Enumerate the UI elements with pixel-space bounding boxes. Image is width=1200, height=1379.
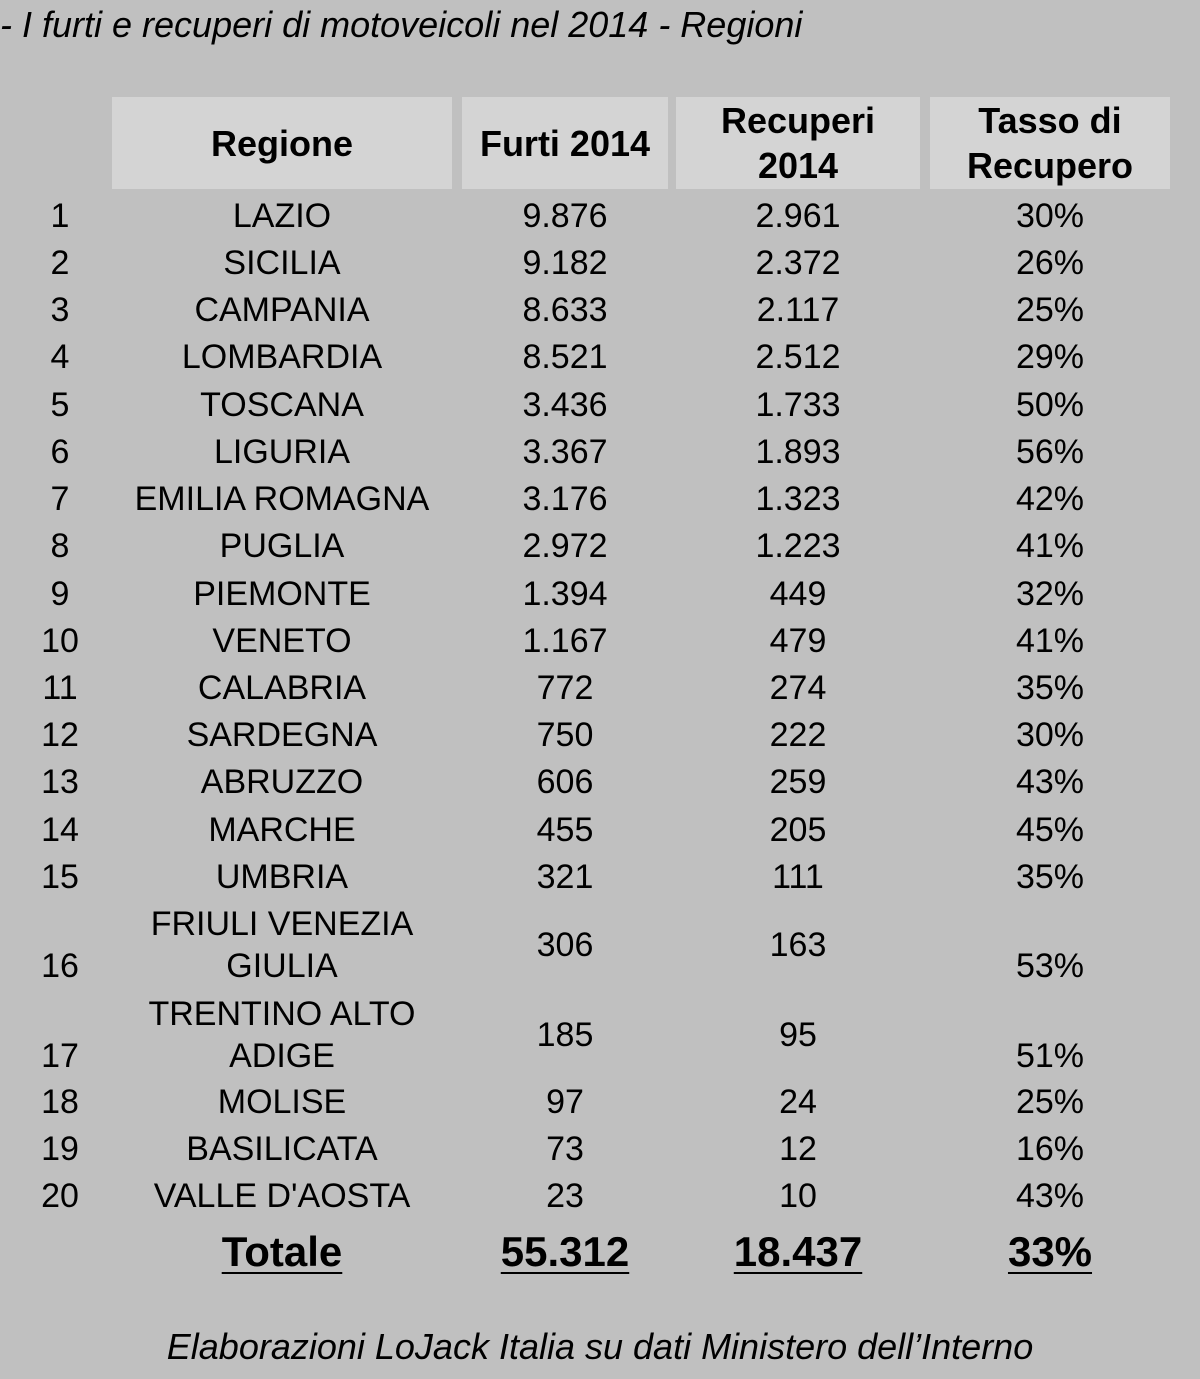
row-furti: 23 [546,1177,584,1215]
row-tasso: 56% [1015,433,1085,471]
row-number: 9 [50,575,70,613]
total-recuperi: 18.437 [733,1228,863,1275]
header-regione: Regione [112,97,452,189]
header-recuperi-line1: Recuperi [720,100,876,141]
row-recuperi: 1.893 [755,433,841,471]
total-label: Totale [221,1228,343,1275]
row-regione: PUGLIA [219,527,345,565]
row-regione-line2: ADIGE [229,1037,335,1075]
row-tasso: 45% [1015,811,1085,849]
header-recuperi [676,97,920,189]
row-furti: 73 [546,1130,584,1168]
row-recuperi: 2.512 [755,338,841,376]
row-tasso: 32% [1015,575,1085,613]
row-number: 5 [50,386,70,424]
row-furti: 3.367 [522,433,608,471]
row-number: 12 [41,716,79,754]
row-tasso: 41% [1015,622,1085,660]
row-tasso: 43% [1015,1177,1085,1215]
row-recuperi: 2.961 [755,197,841,235]
row-recuperi: 111 [772,858,824,896]
row-tasso: 43% [1015,763,1085,801]
row-recuperi: 1.733 [755,386,841,424]
row-regione: EMILIA ROMAGNA [134,480,430,518]
row-furti: 9.876 [522,197,608,235]
row-tasso: 30% [1015,197,1085,235]
row-recuperi: 205 [769,811,827,849]
source-note: Elaborazioni LoJack Italia su dati Ministero dell’Interno [166,1326,1034,1367]
header-tasso-line2: Recupero [966,145,1134,186]
row-tasso: 35% [1015,669,1085,707]
row-recuperi: 24 [779,1083,817,1121]
header-recuperi-line2: 2014 [757,145,839,186]
row-recuperi: 449 [769,575,827,613]
row-regione-line1: FRIULI VENEZIA [150,905,414,943]
row-recuperi: 95 [779,1016,817,1054]
row-number: 4 [50,338,70,376]
row-regione: LOMBARDIA [181,338,383,376]
row-number: 8 [50,527,70,565]
row-regione: SICILIA [223,244,341,282]
page-title: - I furti e recuperi di motoveicoli nel 2014 - Regioni [0,4,803,45]
row-number: 13 [41,763,79,801]
row-regione: UMBRIA [215,858,349,896]
row-furti: 3.436 [522,386,608,424]
row-recuperi: 163 [769,926,827,964]
row-tasso: 51% [1015,1037,1085,1075]
row-recuperi: 12 [779,1130,817,1168]
row-furti: 455 [536,811,594,849]
total-furti: 55.312 [500,1228,630,1275]
row-tasso: 30% [1015,716,1085,754]
row-number: 7 [50,480,70,518]
row-regione: ABRUZZO [200,763,364,801]
row-furti: 1.394 [522,575,608,613]
row-furti: 2.972 [522,527,608,565]
row-furti: 321 [536,858,594,896]
row-regione: CALABRIA [197,669,367,707]
row-regione: VALLE D'AOSTA [153,1177,411,1215]
row-furti: 750 [536,716,594,754]
row-number: 11 [42,669,78,707]
header-tasso [930,97,1170,189]
header-furti: Furti 2014 [462,97,668,189]
row-regione: LAZIO [232,197,332,235]
row-number: 18 [41,1083,79,1121]
row-furti: 3.176 [522,480,608,518]
row-furti: 185 [536,1016,594,1054]
row-tasso: 42% [1015,480,1085,518]
row-recuperi: 222 [769,716,827,754]
header-tasso-line1: Tasso di [978,100,1122,141]
table-row [0,993,1200,1077]
row-furti: 772 [536,669,594,707]
row-furti: 8.521 [522,338,608,376]
row-number: 6 [50,433,70,471]
row-number: 2 [50,244,70,282]
row-recuperi: 10 [779,1177,817,1215]
total-row [0,1228,1200,1278]
row-number: 10 [41,622,79,660]
total-tasso: 33% [1007,1228,1093,1275]
row-regione: MOLISE [217,1083,347,1121]
row-tasso: 53% [1015,947,1085,985]
row-recuperi: 2.372 [755,244,841,282]
row-regione: SARDEGNA [186,716,378,754]
row-number: 16 [41,947,79,985]
row-regione-line2: GIULIA [226,947,338,985]
row-furti: 1.167 [522,622,608,660]
row-regione [112,903,452,987]
row-regione: LIGURIA [213,433,351,471]
row-number: 3 [50,291,70,329]
row-furti: 97 [546,1083,584,1121]
row-regione: PIEMONTE [193,575,371,613]
row-recuperi: 1.323 [755,480,841,518]
row-recuperi: 274 [769,669,827,707]
row-furti: 606 [536,763,594,801]
row-regione-line1: TRENTINO ALTO [148,995,416,1033]
row-furti: 9.182 [522,244,608,282]
row-tasso: 25% [1015,1083,1085,1121]
row-tasso: 35% [1015,858,1085,896]
row-tasso: 41% [1015,527,1085,565]
row-regione: MARCHE [208,811,356,849]
row-regione: BASILICATA [186,1130,378,1168]
row-number: 1 [50,197,70,235]
row-tasso: 29% [1015,338,1085,376]
row-recuperi: 259 [769,763,827,801]
row-regione: VENETO [212,622,352,660]
row-regione [112,993,452,1077]
row-regione: CAMPANIA [194,291,370,329]
row-tasso: 25% [1015,291,1085,329]
table-row [0,903,1200,987]
row-recuperi: 2.117 [756,291,840,329]
row-recuperi: 479 [769,622,827,660]
row-regione: TOSCANA [200,386,364,424]
row-furti: 8.633 [522,291,608,329]
row-furti: 306 [536,926,594,964]
row-tasso: 16% [1015,1130,1085,1168]
row-number: 14 [41,811,79,849]
row-recuperi: 1.223 [755,527,841,565]
row-number: 17 [41,1037,79,1075]
row-number: 20 [41,1177,79,1215]
row-tasso: 26% [1015,244,1085,282]
row-tasso: 50% [1015,386,1085,424]
row-number: 19 [41,1130,79,1168]
row-number: 15 [41,858,79,896]
